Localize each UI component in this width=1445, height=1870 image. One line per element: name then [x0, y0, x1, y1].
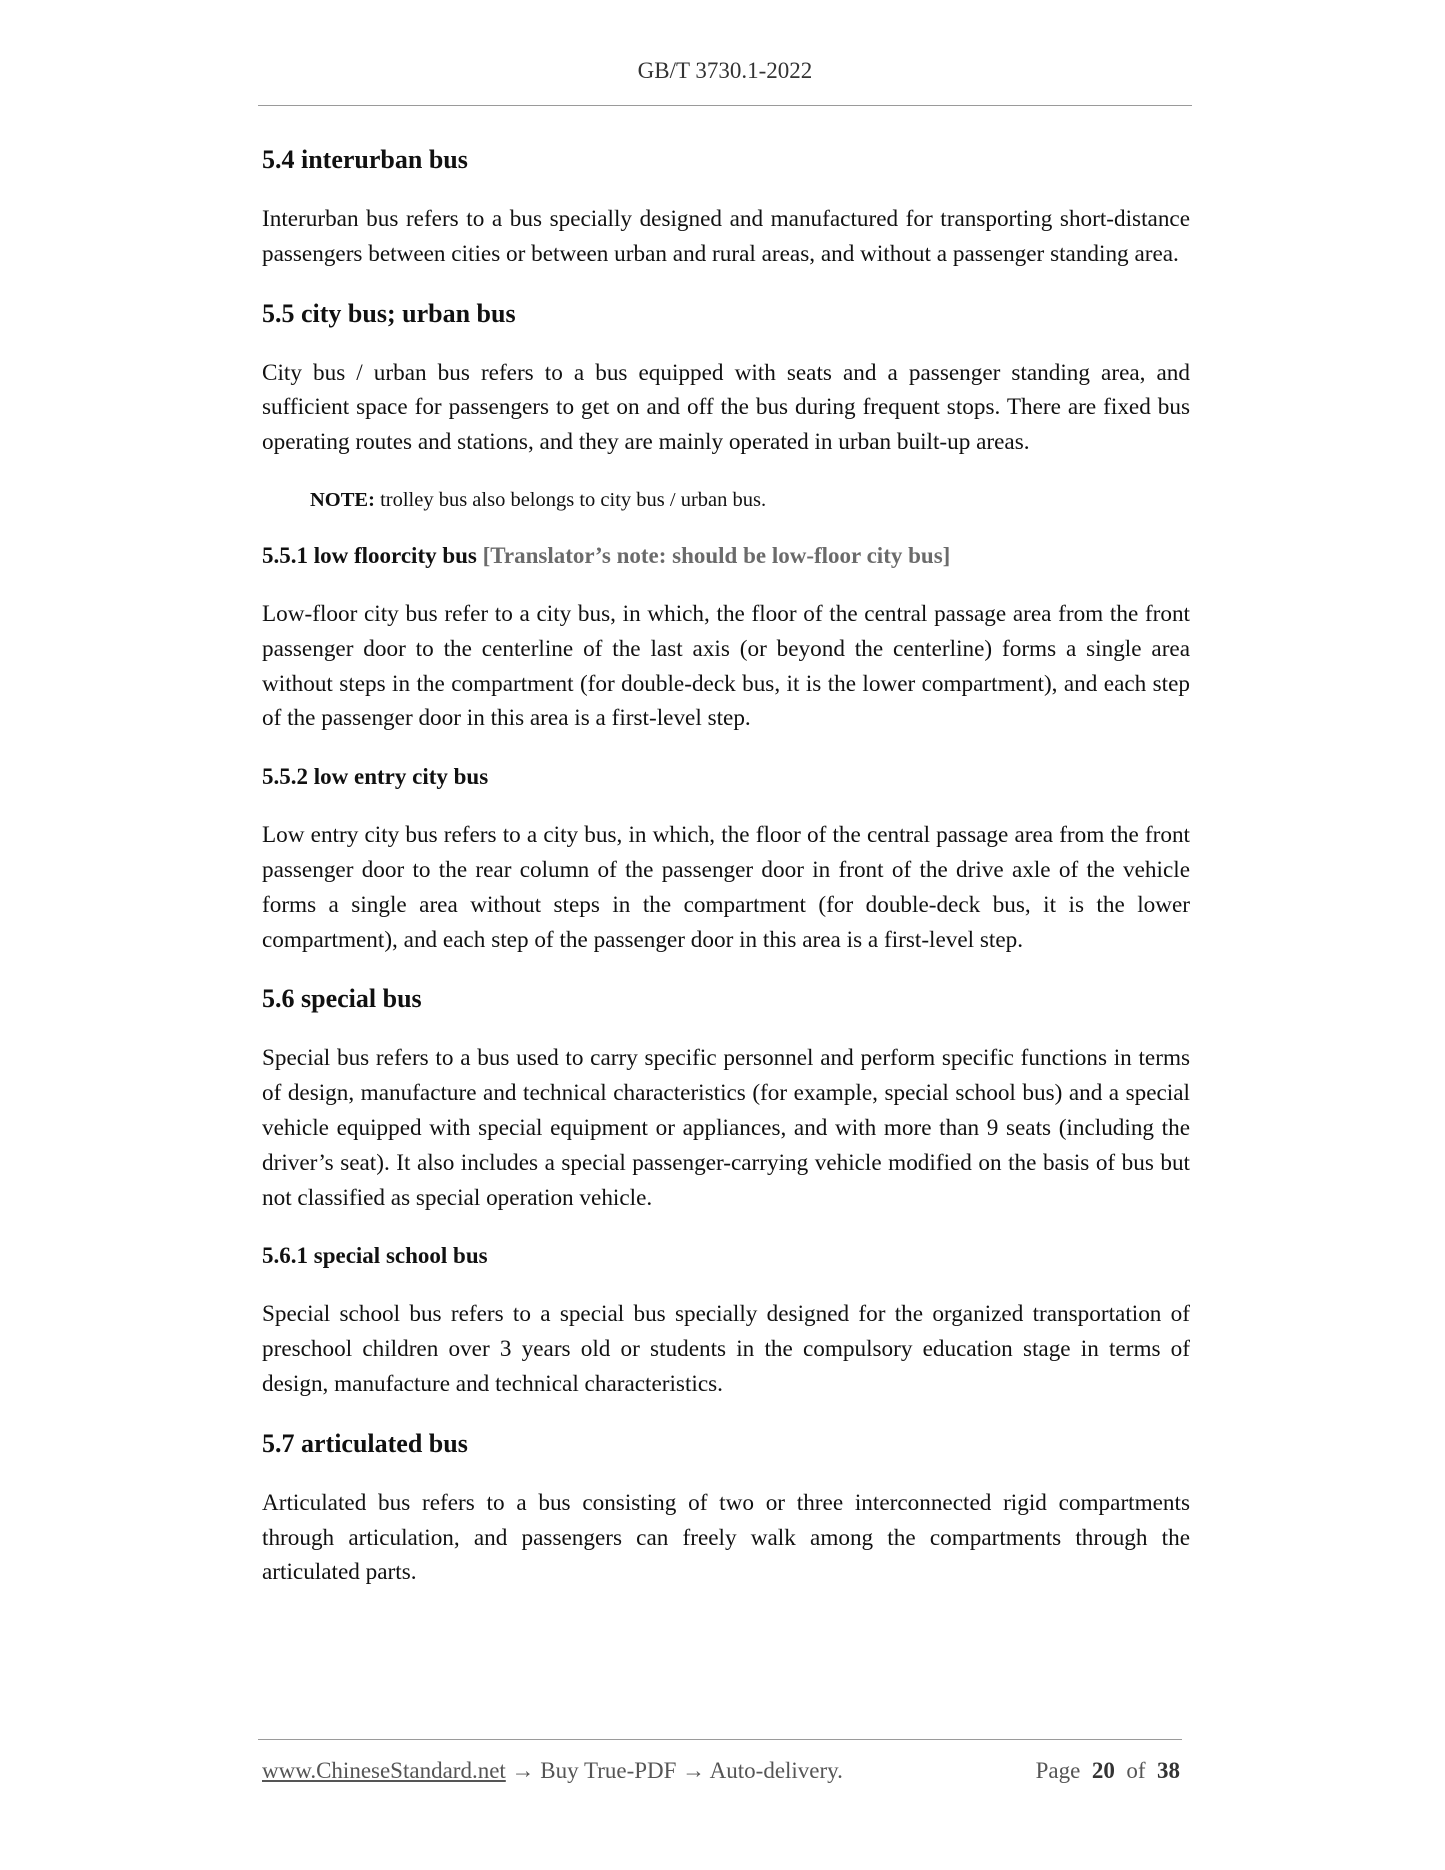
- section-heading-5-6: 5.6 special bus: [262, 984, 422, 1014]
- section-text-5-6-1: Special school bus refers to a special bus specially designed for the organized transportation of preschool children over 3 years old or students in the compulsory education stage in terms of design, manufacture and technical characteristics.: [262, 1301, 1190, 1397]
- note: [310, 485, 1190, 515]
- section-text-5-5-2: Low entry city bus refers to a city bus, in which, the floor of the central passage area from the front passenger door to the rear column of the passenger door in front of the drive axle of the vehicle forms a single area without steps in the compartment (for double-deck bus, it is the lower compartment), and each step of the passenger door in this area is a first-level step.: [262, 822, 1190, 953]
- page-total: 38: [1157, 1758, 1180, 1783]
- section-text-5-5-1: Low-floor city bus refer to a city bus, in which, the floor of the central passage area from the front passenger door to the centerline of the last axis (or beyond the centerline) forms a single area without steps in the compartment (for double-deck bus, it is the lower compartment), and each step of the passenger door in this area is a first-level step.: [262, 600, 1190, 732]
- page-footer: [262, 1758, 1180, 1784]
- section-heading-5-5-1: [262, 540, 1190, 572]
- page-of: of: [1126, 1758, 1146, 1783]
- note-label: NOTE:: [310, 488, 375, 511]
- promo-text: → Buy True-PDF → Auto-delivery.: [505, 1758, 843, 1783]
- section-heading-5-5: 5.5 city bus; urban bus: [262, 298, 516, 328]
- section-text-5-7: Articulated bus refers to a bus consisting of two or three interconnected rigid compartments through articulation, and passengers can freely walk among the compartments through the articulated parts.: [262, 1489, 1190, 1586]
- page-label: Page: [1035, 1758, 1081, 1783]
- section-heading-5-7: 5.7 articulated bus: [262, 1428, 468, 1458]
- section-heading-5-5-1-title: 5.5.1 low floorcity bus: [262, 542, 477, 568]
- page-current: 20: [1091, 1758, 1115, 1783]
- section-text-5-6: Special bus refers to a bus used to carry specific personnel and perform specific functions in terms of design, manufacture and technical characteristics (for example, special school bus) and a special vehicle equipped with special equipment or appliances, and with more than 9 seats (including the driver’s seat). It also includes a special passenger-carrying vehicle modified on the basis of bus but not classified as special operation vehicle.: [262, 1045, 1190, 1211]
- website-link[interactable]: www.ChineseStandard.net: [262, 1758, 506, 1783]
- section-heading-5-6-1: 5.6.1 special school bus: [262, 1243, 488, 1269]
- section-heading-5-5-2: 5.5.2 low entry city bus: [262, 764, 489, 790]
- translator-note: [Translator’s note: should be low-floor city bus]: [482, 542, 951, 568]
- document-body: [262, 143, 1190, 1615]
- section-heading-5-4: 5.4 interurban bus: [262, 145, 468, 174]
- section-text-5-4: Interurban bus refers to a bus specially designed and manufactured for transporting short-distance passengers between cities or between urban and rural areas, and without a passenger standing area.: [262, 206, 1190, 267]
- note-text: trolley bus also belongs to city bus / urban bus.: [380, 488, 767, 511]
- header-divider: [258, 105, 1192, 106]
- section-text-5-5: City bus / urban bus refers to a bus equipped with seats and a passenger standing area, and sufficient space for passengers to get on and off the bus during frequent stops. There are fixed bus operating routes and stations, and they are mainly operated in urban built-up areas.: [262, 359, 1190, 456]
- page-header: GB/T 3730.1-2022: [637, 58, 813, 83]
- page-indicator: [1036, 1758, 1180, 1784]
- footer-left: [262, 1758, 843, 1784]
- footer-divider: [258, 1739, 1182, 1740]
